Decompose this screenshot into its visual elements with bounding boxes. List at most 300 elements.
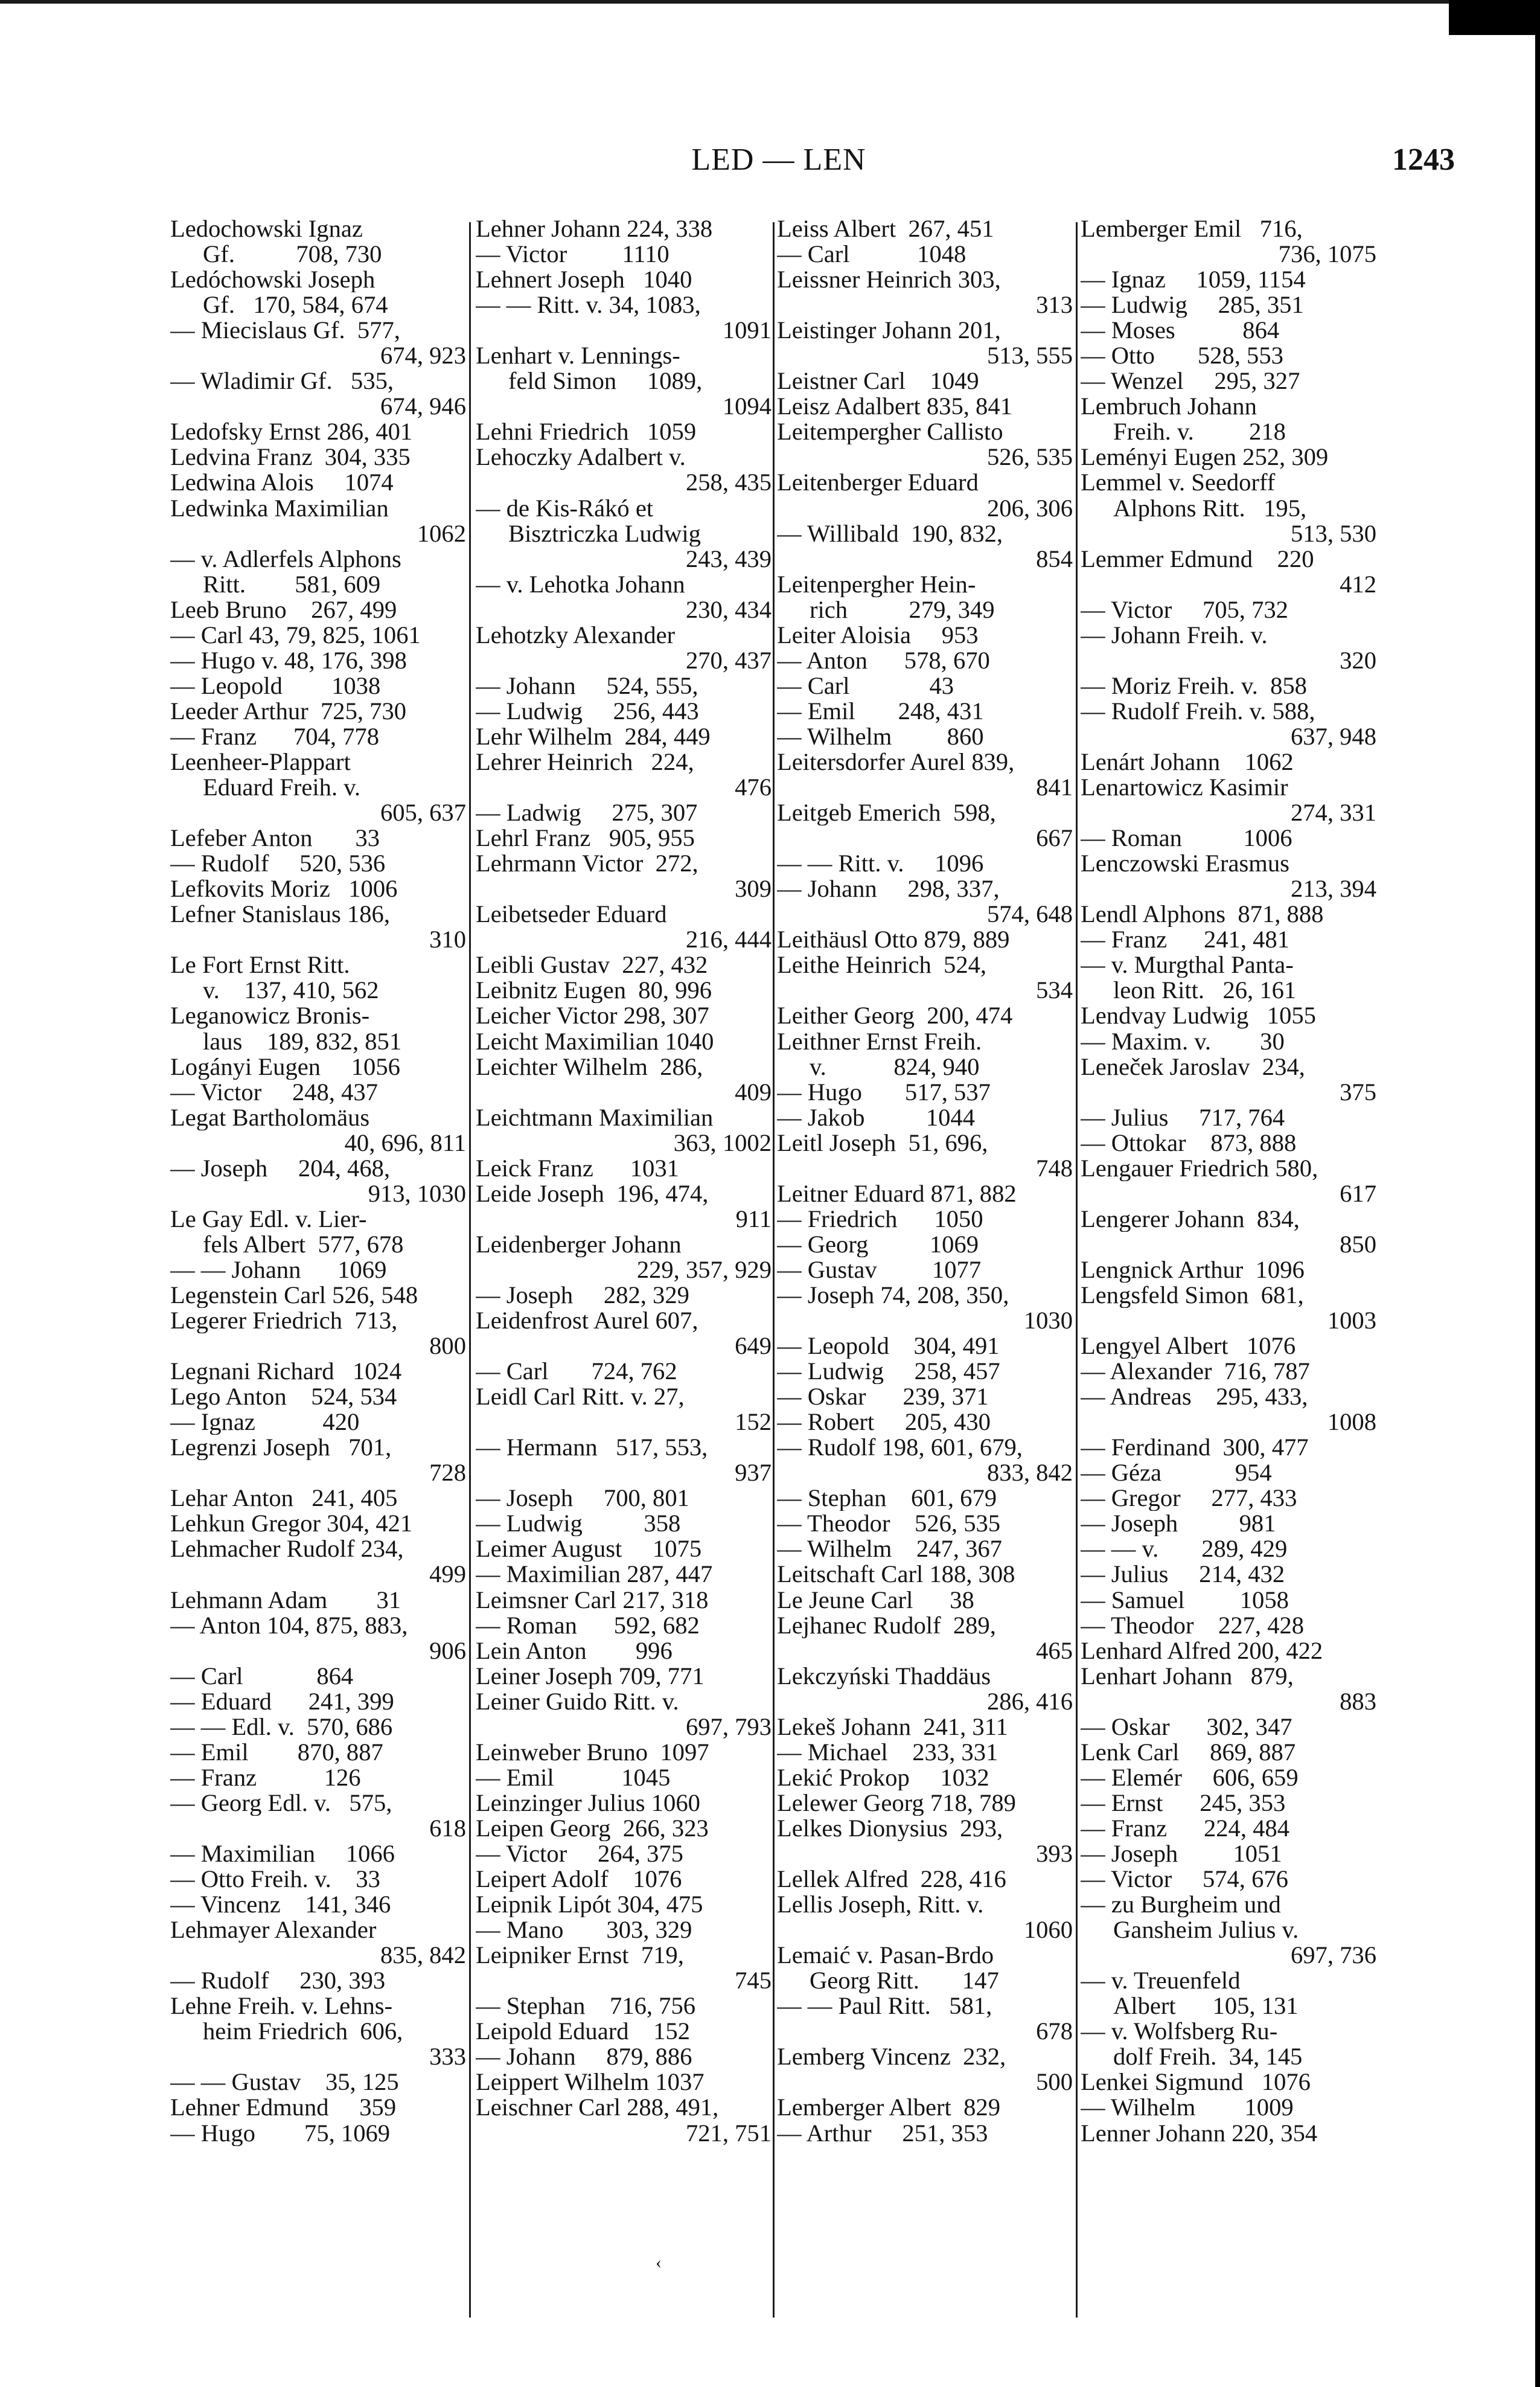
index-entry: — Franz 224, 484 — [1081, 1815, 1290, 1841]
index-entry: — Ernst 245, 353 — [1081, 1790, 1286, 1816]
index-entry: — zu Burgheim und — [1081, 1892, 1281, 1918]
index-entry: Leitl Joseph 51, 696, — [777, 1130, 988, 1156]
index-entry: Leicher Victor 298, 307 — [476, 1003, 709, 1029]
index-entry: 800 — [429, 1333, 466, 1359]
index-entry: Leither Georg 200, 474 — [777, 1003, 1013, 1029]
index-entry: Freih. v. 218 — [1113, 419, 1286, 445]
index-entry: — Maxim. v. 30 — [1081, 1028, 1285, 1054]
index-entry: Gf. 708, 730 — [203, 242, 382, 268]
page-number: 1243 — [1392, 143, 1455, 177]
index-entry: — Victor 574, 676 — [1081, 1866, 1288, 1892]
index-entry: — Wilhelm 247, 367 — [777, 1536, 1002, 1562]
index-entry: Leistner Carl 1049 — [777, 368, 979, 394]
index-entry: Lemberger Albert 829 — [777, 2095, 1000, 2121]
index-entry: — Joseph 204, 468, — [170, 1155, 391, 1181]
index-entry: — v. Adlerfels Alphons — [170, 546, 401, 572]
index-entry: 216, 444 — [685, 927, 772, 953]
index-entry: Lehrl Franz 905, 955 — [476, 825, 695, 851]
index-entry: Leiner Joseph 709, 771 — [476, 1663, 705, 1689]
index-entry: Leischner Carl 288, 491, — [476, 2095, 719, 2121]
index-entry: Leipnik Lipót 304, 475 — [476, 1892, 703, 1918]
index-entry: Lein Anton 996 — [476, 1638, 673, 1664]
index-entry: — Emil 1045 — [476, 1764, 671, 1790]
index-entry: — Carl 864 — [170, 1663, 354, 1689]
index-entry: 850 — [1340, 1231, 1376, 1257]
index-entry: Le Jeune Carl 38 — [777, 1587, 974, 1613]
index-entry: Leiter Aloisia 953 — [777, 622, 979, 648]
index-entry: — Maximilian 1066 — [170, 1841, 395, 1867]
index-entry: 476 — [735, 775, 772, 801]
index-entry: Lengyel Albert 1076 — [1081, 1333, 1296, 1359]
index-entry: Leganowicz Bronis- — [170, 1003, 370, 1029]
index-entry: dolf Freih. 34, 145 — [1113, 2044, 1303, 2070]
index-entry: 393 — [1036, 1841, 1073, 1867]
index-entry: — Rudolf Freih. v. 588, — [1081, 698, 1315, 724]
index-entry: Leidenberger Johann — [476, 1231, 682, 1257]
index-entry: 883 — [1340, 1688, 1376, 1714]
index-entry: — Franz 704, 778 — [170, 723, 380, 749]
index-entry: 1062 — [417, 521, 466, 546]
index-entry: — v. Murgthal Panta- — [1081, 952, 1294, 978]
index-entry: — Wenzel 295, 327 — [1081, 368, 1300, 394]
index-entry: Lehner Johann 224, 338 — [476, 216, 713, 242]
index-entry: — Johann 879, 886 — [476, 2044, 692, 2070]
index-entry: Lehmacher Rudolf 234, — [170, 1536, 404, 1562]
index-entry: — Ludwig 285, 351 — [1081, 292, 1304, 318]
index-entry: — Wilhelm 1009 — [1081, 2095, 1294, 2121]
index-entry: heim Friedrich 606, — [203, 2019, 403, 2045]
index-entry: 674, 923 — [380, 343, 466, 369]
index-entry: Leipert Adolf 1076 — [476, 1866, 682, 1892]
index-entry: Lenhart Johann 879, — [1081, 1663, 1294, 1689]
index-entry: Lehner Edmund 359 — [170, 2095, 397, 2121]
index-entry: 213, 394 — [1290, 876, 1376, 902]
index-entry: 333 — [429, 2044, 466, 2070]
index-entry: Lehnert Joseph 1040 — [476, 267, 692, 293]
index-entry: leon Ritt. 26, 161 — [1113, 978, 1297, 1004]
index-entry: 574, 648 — [986, 902, 1073, 928]
index-entry: — Andreas 295, 433, — [1081, 1384, 1308, 1410]
index-entry: — Hugo 75, 1069 — [170, 2120, 391, 2146]
index-entry: — Hugo 517, 537 — [777, 1079, 991, 1105]
index-entry: — Joseph 74, 208, 350, — [777, 1282, 1009, 1309]
index-entry: Lehkun Gregor 304, 421 — [170, 1511, 413, 1537]
index-entry: Leide Joseph 196, 474, — [476, 1181, 709, 1206]
index-entry: — Georg Edl. v. 575, — [170, 1790, 392, 1816]
index-entry: — Roman 1006 — [1081, 825, 1292, 851]
index-entry: 1030 — [1023, 1308, 1073, 1334]
index-entry: — Hermann 517, 553, — [476, 1435, 708, 1461]
index-entry: Legnani Richard 1024 — [170, 1359, 402, 1385]
index-entry: — Friedrich 1050 — [777, 1206, 983, 1232]
index-entry: Albert 105, 131 — [1113, 1993, 1299, 2019]
index-entry: Leibetseder Eduard — [476, 902, 667, 928]
index-entry: Leipen Georg 266, 323 — [476, 1815, 709, 1841]
index-entry: Lehmann Adam 31 — [170, 1587, 401, 1613]
index-entry: Lenárt Johann 1062 — [1081, 749, 1294, 775]
index-entry: Le Gay Edl. v. Lier- — [170, 1206, 367, 1232]
index-column-3 — [777, 216, 1073, 2318]
index-entry: — Theodor 227, 428 — [1081, 1612, 1305, 1638]
index-entry: 937 — [735, 1460, 772, 1486]
index-entry: — Johann 524, 555, — [476, 673, 698, 699]
index-entry: Leitersdorfer Aurel 839, — [777, 749, 1015, 775]
index-entry: Lemberg Vincenz 232, — [777, 2044, 1006, 2070]
index-entry: 649 — [735, 1333, 772, 1359]
index-entry: 841 — [1036, 775, 1073, 801]
index-entry: 465 — [1036, 1638, 1073, 1664]
column-divider — [1076, 222, 1078, 2318]
index-entry: — Ludwig 256, 443 — [476, 698, 699, 724]
index-entry: — Alexander 716, 787 — [1081, 1359, 1310, 1385]
index-entry: Lejhanec Rudolf 289, — [777, 1612, 996, 1638]
index-entry: — Stephan 601, 679 — [777, 1485, 997, 1511]
index-entry: 500 — [1036, 2069, 1073, 2095]
index-entry: — Carl 724, 762 — [476, 1359, 677, 1385]
index-entry: — Victor 248, 437 — [170, 1079, 378, 1105]
index-entry: — Carl 1048 — [777, 242, 966, 268]
index-entry: — Joseph 282, 329 — [476, 1282, 689, 1309]
index-entry: Lekić Prokop 1032 — [777, 1764, 989, 1790]
index-entry: — v. Lehotka Johann — [476, 571, 685, 597]
index-entry: — Johann 298, 337, — [777, 876, 1000, 902]
index-entry: Leipold Eduard 152 — [476, 2019, 690, 2045]
index-entry: — de Kis-Rákó et — [476, 495, 654, 521]
index-entry: — Victor 264, 375 — [476, 1841, 683, 1867]
index-entry: 697, 793 — [685, 1714, 772, 1740]
index-entry: — Leopold 304, 491 — [777, 1333, 1000, 1359]
index-entry: laus 189, 832, 851 — [203, 1028, 402, 1054]
index-entry: Lenkei Sigmund 1076 — [1081, 2069, 1311, 2095]
index-entry: Lehmayer Alexander — [170, 1917, 377, 1943]
index-entry: — Vincenz 141, 346 — [170, 1892, 391, 1918]
index-entry: — Gustav 1077 — [777, 1257, 982, 1283]
index-entry: Leimsner Carl 217, 318 — [476, 1587, 709, 1613]
index-entry: Bisztriczka Ludwig — [508, 521, 701, 546]
index-entry: Lenartowicz Kasimir — [1081, 775, 1288, 801]
index-entry: Leitenberger Eduard — [777, 470, 979, 496]
index-entry: — v. Wolfsberg Ru- — [1081, 2019, 1278, 2045]
index-entry: v. 137, 410, 562 — [203, 978, 379, 1004]
index-entry: 697, 736 — [1290, 1943, 1376, 1969]
index-entry: Leidl Carl Ritt. v. 27, — [476, 1384, 685, 1410]
index-entry: Ledochowski Ignaz — [170, 216, 363, 242]
index-entry: — Franz 126 — [170, 1764, 361, 1790]
index-entry: Leick Franz 1031 — [476, 1155, 679, 1181]
index-column-1 — [170, 216, 466, 2318]
index-entry: — Maximilian 287, 447 — [476, 1562, 713, 1588]
index-entry: — Emil 248, 431 — [777, 698, 984, 724]
index-entry: — Oskar 239, 371 — [777, 1384, 989, 1410]
index-entry: — Willibald 190, 832, — [777, 521, 1003, 546]
index-entry: Leinzinger Julius 1060 — [476, 1790, 700, 1816]
index-entry: Lehni Friedrich 1059 — [476, 419, 697, 445]
index-entry: Georg Ritt. 147 — [810, 1968, 999, 1994]
index-entry: Logányi Eugen 1056 — [170, 1054, 400, 1080]
index-entry: 270, 437 — [685, 647, 772, 673]
index-entry: — Johann Freih. v. — [1081, 622, 1268, 648]
index-entry: 534 — [1036, 978, 1073, 1004]
index-entry: — — Ritt. v. 1096 — [777, 851, 984, 877]
index-entry: Leeder Arthur 725, 730 — [170, 698, 407, 724]
index-entry: 313 — [1036, 292, 1073, 318]
index-entry: 618 — [429, 1815, 466, 1841]
index-entry: Lelewer Georg 718, 789 — [777, 1790, 1016, 1816]
index-entry: 310 — [429, 927, 466, 953]
index-entry: — Moses 864 — [1081, 318, 1280, 344]
index-entry: — Hugo v. 48, 176, 398 — [170, 647, 407, 673]
index-entry: — Franz 241, 481 — [1081, 927, 1290, 953]
index-entry: 1091 — [722, 318, 772, 344]
scan-top-border — [0, 0, 1540, 4]
index-entry: — Mano 303, 329 — [476, 1917, 692, 1943]
index-entry: Leményi Eugen 252, 309 — [1081, 444, 1329, 470]
index-entry: — Ottokar 873, 888 — [1081, 1130, 1297, 1156]
index-entry: Lemmer Edmund 220 — [1081, 546, 1314, 572]
index-entry: Lehar Anton 241, 405 — [170, 1485, 398, 1511]
index-entry: Lekczyński Thaddäus — [777, 1663, 991, 1689]
index-entry: Ritt. 581, 609 — [203, 571, 381, 597]
index-entry: — — Paul Ritt. 581, — [777, 1993, 992, 2019]
index-entry: — Géza 954 — [1081, 1460, 1272, 1486]
index-entry: Leenheer-Plappart — [170, 749, 351, 775]
index-entry: 678 — [1036, 2019, 1073, 2045]
index-entry: — Stephan 716, 756 — [476, 1993, 696, 2019]
index-entry: — Arthur 251, 353 — [777, 2120, 988, 2146]
index-entry: Lendl Alphons 871, 888 — [1081, 902, 1324, 928]
index-entry: — Moriz Freih. v. 858 — [1081, 673, 1307, 699]
index-entry: — — v. 289, 429 — [1081, 1536, 1288, 1562]
index-entry: — Theodor 526, 535 — [777, 1511, 1001, 1537]
column-divider — [469, 222, 471, 2318]
index-entry: Lengauer Friedrich 580, — [1081, 1155, 1318, 1181]
index-entry: — Joseph 981 — [1081, 1511, 1276, 1537]
index-entry: Leichter Wilhelm 286, — [476, 1054, 703, 1080]
index-entry: Leichtmann Maximilian — [476, 1104, 714, 1130]
index-entry: Gf. 170, 584, 674 — [203, 292, 388, 318]
index-entry: — Julius 717, 764 — [1081, 1104, 1285, 1130]
index-entry: 736, 1075 — [1278, 242, 1376, 268]
index-entry: 637, 948 — [1290, 723, 1376, 749]
index-entry: — Ignaz 420 — [170, 1409, 360, 1435]
index-entry: Ledofsky Ernst 286, 401 — [170, 419, 413, 445]
index-entry: — Rudolf 198, 601, 679, — [777, 1435, 1023, 1461]
index-entry: — Rudolf 230, 393 — [170, 1968, 386, 1994]
index-entry: 1060 — [1023, 1917, 1073, 1943]
index-entry: 513, 555 — [986, 343, 1073, 369]
index-entry: Lenner Johann 220, 354 — [1081, 2120, 1318, 2146]
index-entry: 526, 535 — [986, 444, 1073, 470]
index-entry: fels Albert 577, 678 — [203, 1231, 404, 1257]
index-entry: — Otto Freih. v. 33 — [170, 1866, 380, 1892]
index-entry: Lehrmann Victor 272, — [476, 851, 698, 877]
index-entry: Lellis Joseph, Ritt. v. — [777, 1892, 984, 1918]
index-entry: feld Simon 1089, — [508, 368, 703, 394]
index-entry: rich 279, 349 — [810, 597, 995, 623]
index-entry: — Gregor 277, 433 — [1081, 1485, 1297, 1511]
index-entry: — Samuel 1058 — [1081, 1587, 1289, 1613]
index-entry: Leithe Heinrich 524, — [777, 952, 987, 978]
index-entry: 854 — [1036, 546, 1073, 572]
index-entry: Leicht Maximilian 1040 — [476, 1028, 714, 1054]
index-entry: — Miecislaus Gf. 577, — [170, 318, 400, 344]
index-entry: Leimer August 1075 — [476, 1536, 702, 1562]
index-entry: — Joseph 700, 801 — [476, 1485, 689, 1511]
index-entry: — — Edl. v. 570, 686 — [170, 1714, 393, 1740]
index-entry: — Ludwig 258, 457 — [777, 1359, 1000, 1385]
index-entry: Lemmel v. Seedorff — [1081, 470, 1276, 496]
index-entry: Lengerer Johann 834, — [1081, 1206, 1300, 1232]
index-entry: — Georg 1069 — [777, 1231, 979, 1257]
index-entry: Lego Anton 524, 534 — [170, 1384, 397, 1410]
index-entry: Legrenzi Joseph 701, — [170, 1435, 392, 1461]
index-entry: — Carl 43, 79, 825, 1061 — [170, 622, 421, 648]
index-column-2 — [476, 216, 772, 2318]
index-entry: — Wladimir Gf. 535, — [170, 368, 394, 394]
index-entry: — Robert 205, 430 — [777, 1409, 991, 1435]
index-entry: — Roman 592, 682 — [476, 1612, 700, 1638]
index-entry: Lehne Freih. v. Lehns- — [170, 1993, 393, 2019]
index-entry: Lenhart v. Lennings- — [476, 343, 680, 369]
index-entry: 617 — [1340, 1181, 1376, 1206]
index-entry: Lekeš Johann 241, 311 — [777, 1714, 1008, 1740]
index-entry: Lendvay Ludwig 1055 — [1081, 1003, 1316, 1029]
index-entry: — Ignaz 1059, 1154 — [1081, 267, 1306, 293]
index-entry: — Julius 214, 432 — [1081, 1562, 1285, 1588]
index-entry: Lellek Alfred 228, 416 — [777, 1866, 1006, 1892]
index-entry: Gansheim Julius v. — [1113, 1917, 1299, 1943]
index-entry: — Anton 578, 670 — [777, 647, 990, 673]
index-entry: — Otto 528, 553 — [1081, 343, 1283, 369]
index-entry: 721, 751 — [685, 2120, 772, 2146]
index-entry: 152 — [735, 1409, 772, 1435]
index-entry: Leitner Eduard 871, 882 — [777, 1181, 1017, 1206]
index-entry: Leitschaft Carl 188, 308 — [777, 1562, 1015, 1588]
index-entry: 40, 696, 811 — [344, 1130, 466, 1156]
index-entry: Ledvina Franz 304, 335 — [170, 444, 411, 470]
index-entry: 499 — [429, 1562, 466, 1588]
index-entry: Legat Bartholomäus — [170, 1104, 370, 1130]
index-entry: — Oskar 302, 347 — [1081, 1714, 1292, 1740]
index-entry: 667 — [1036, 825, 1073, 851]
index-entry: Leibli Gustav 227, 432 — [476, 952, 708, 978]
index-entry: 320 — [1340, 647, 1376, 673]
index-entry: 833, 842 — [986, 1460, 1073, 1486]
index-entry: Eduard Freih. v. — [203, 775, 361, 801]
index-entry: 206, 306 — [986, 495, 1073, 521]
index-entry: — — Ritt. v. 34, 1083, — [476, 292, 701, 318]
index-entry: — Anton 104, 875, 883, — [170, 1612, 408, 1638]
index-entry: 1003 — [1327, 1308, 1376, 1334]
index-entry: Leitempergher Callisto — [777, 419, 1003, 445]
index-entry: Lehoczky Adalbert v. — [476, 444, 686, 470]
index-entry: 286, 416 — [986, 1688, 1073, 1714]
index-entry: Lefeber Anton 33 — [170, 825, 380, 851]
index-entry: 375 — [1340, 1079, 1376, 1105]
index-entry: Le Fort Ernst Ritt. — [170, 952, 350, 978]
index-entry: — — Johann 1069 — [170, 1257, 387, 1283]
index-entry: Lembruch Johann — [1081, 394, 1257, 420]
index-entry: 409 — [735, 1079, 772, 1105]
index-entry: Ledwina Alois 1074 — [170, 470, 394, 496]
index-entry: Leithner Ernst Freih. — [777, 1028, 982, 1054]
index-entry: Lefner Stanislaus 186, — [170, 902, 390, 928]
index-entry: Alphons Ritt. 195, — [1113, 495, 1307, 521]
index-entry: 913, 1030 — [368, 1181, 466, 1206]
index-entry: v. 824, 940 — [810, 1054, 980, 1080]
column-divider — [773, 222, 775, 2318]
index-entry: 835, 842 — [380, 1943, 466, 1969]
index-entry: Leidenfrost Aurel 607, — [476, 1308, 698, 1334]
index-entry: Leisz Adalbert 835, 841 — [777, 394, 1012, 420]
index-entry: Leistinger Johann 201, — [777, 318, 1001, 344]
index-entry: — Victor 1110 — [476, 242, 669, 268]
index-entry: — Ferdinand 300, 477 — [1081, 1435, 1309, 1461]
index-entry: — Elemér 606, 659 — [1081, 1764, 1299, 1790]
index-entry: Ledóchowski Joseph — [170, 267, 375, 293]
index-entry: 243, 439 — [685, 546, 772, 572]
index-entry: 1094 — [722, 394, 772, 420]
index-entry: Leitgeb Emerich 598, — [777, 800, 996, 826]
index-entry: — Jakob 1044 — [777, 1104, 975, 1130]
index-entry: — Ludwig 358 — [476, 1511, 681, 1537]
index-entry: Leibnitz Eugen 80, 996 — [476, 978, 712, 1004]
index-entry: — Emil 870, 887 — [170, 1739, 383, 1765]
index-entry: 674, 946 — [380, 394, 466, 420]
index-entry: Leiss Albert 267, 451 — [777, 216, 994, 242]
index-entry: 728 — [429, 1460, 466, 1486]
index-entry: Lehotzky Alexander — [476, 622, 676, 648]
index-entry: 513, 530 — [1290, 521, 1376, 546]
index-entry: Lemberger Emil 716, — [1081, 216, 1303, 242]
scan-corner-shadow — [1449, 0, 1540, 35]
index-entry: Leipniker Ernst 719, — [476, 1943, 684, 1969]
scan-right-edge — [1535, 0, 1540, 2387]
index-entry: 230, 434 — [685, 597, 772, 623]
index-entry: Ledwinka Maximilian — [170, 495, 389, 521]
index-entry: Leneček Jaroslav 234, — [1081, 1054, 1305, 1080]
index-entry: Leippert Wilhelm 1037 — [476, 2069, 705, 2095]
index-entry: 309 — [735, 876, 772, 902]
index-entry: Lefkovits Moriz 1006 — [170, 876, 398, 902]
index-entry: Lengsfeld Simon 681, — [1081, 1282, 1304, 1309]
index-entry: 605, 637 — [380, 800, 466, 826]
index-entry: Lenk Carl 869, 887 — [1081, 1739, 1296, 1765]
index-entry: 748 — [1036, 1155, 1073, 1181]
index-entry: — Wilhelm 860 — [777, 723, 984, 749]
index-entry: Leinweber Bruno 1097 — [476, 1739, 709, 1765]
index-entry: Leeb Bruno 267, 499 — [170, 597, 397, 623]
index-entry: 229, 357, 929 — [636, 1257, 772, 1283]
index-entry: — Rudolf 520, 536 — [170, 851, 386, 877]
index-entry: 274, 331 — [1290, 800, 1376, 826]
index-entry: 906 — [429, 1638, 466, 1664]
index-entry: — Carl 43 — [777, 673, 954, 699]
index-entry: — Leopold 1038 — [170, 673, 381, 699]
index-entry: — Eduard 241, 399 — [170, 1688, 394, 1714]
index-entry: Lemaić v. Pasan-Brdo — [777, 1943, 994, 1969]
index-entry: — Victor 705, 732 — [1081, 597, 1288, 623]
index-entry: — Ladwig 275, 307 — [476, 800, 698, 826]
index-entry: 412 — [1340, 571, 1376, 597]
page-title: LED — LEN — [691, 143, 866, 177]
index-entry: Leitenpergher Hein- — [777, 571, 976, 597]
index-entry: 1008 — [1327, 1409, 1376, 1435]
index-entry: Leiner Guido Ritt. v. — [476, 1688, 679, 1714]
index-column-4 — [1081, 216, 1376, 2318]
index-entry: Lenhard Alfred 200, 422 — [1081, 1638, 1323, 1664]
footer-mark: ‹ — [656, 2252, 662, 2272]
